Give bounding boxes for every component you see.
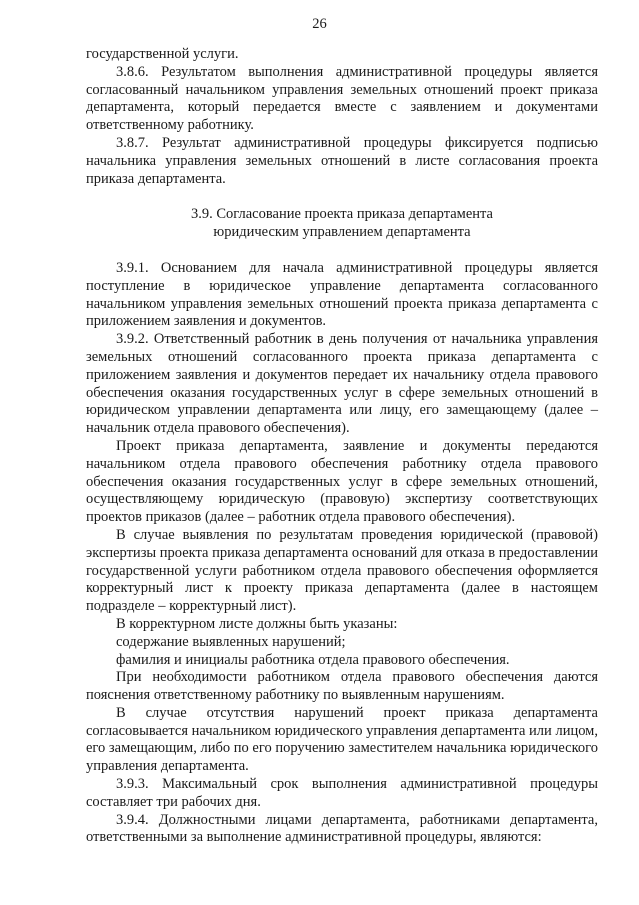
section-heading-3-9 [86,206,598,242]
section-heading-line-2: юридическим управлением департамента [213,224,471,241]
paragraph-no-violations: В случае отсутствия нарушений проект приказа департамента согласовывается начальником юридического управления департамента или лицом, его замещающим, либо по его поручению заместителем начальника юридического управления департамента. [86,704,598,775]
paragraph-3-8-7: 3.8.7. Результат административной процедуры фиксируется подписью начальника управления земельных отношений в листе согласования проекта приказа департамента. [86,134,598,187]
list-item-name-initials: фамилия и инициалы работника отдела правового обеспечения. [116,651,510,668]
document-body [86,46,598,847]
paragraph-3-9-1: 3.9.1. Основанием для начала административной процедуры является поступление в юридическое управление департамента согласованного начальником управления земельных отношений проекта приказа департамента с приложением заявления и документов. [86,259,598,330]
paragraph-3-8-6: 3.8.6. Результатом выполнения административной процедуры является согласованный начальником управления земельных отношений проект приказа департамента, который передается вместе с заявлением и документами ответственному работнику. [86,63,598,134]
paragraph-draft-transfer: Проект приказа департамента, заявление и документы передаются начальником отдела правового обеспечения работнику отдела правового обеспечения оказания государственных услуг в сфере земельных отношений, осуществляющему юридическую (правовую) экспертизу соответствующих проектов приказов (далее – работник отдела правового обеспечения). [86,437,598,526]
paragraph-correction-sheet: В случае выявления по результатам проведения юридической (правовой) экспертизы проекта приказа департамента оснований для отказа в предоставлении государственной услуги работником отдела правового обеспечения оформляется корректурный лист к проекту приказа департамента (далее в настоящем подразделе – корректурный лист). [86,526,598,615]
list-item-violations: содержание выявленных нарушений; [116,633,346,650]
paragraph-3-9-4: 3.9.4. Должностными лицами департамента, работниками департамента, ответственными за выполнение административной процедуры, являются: [86,811,598,846]
paragraph-continuation: государственной услуги. [86,46,239,62]
page-number: 26 [312,16,327,32]
paragraph-explanations: При необходимости работником отдела правового обеспечения даются пояснения ответственному работнику по выявленным нарушениям. [86,669,598,704]
paragraph-3-9-3: 3.9.3. Максимальный срок выполнения административной процедуры составляет три рабочих дня. [86,776,598,810]
paragraph-sheet-requirements: В корректурном листе должны быть указаны: [116,615,398,632]
section-heading-line-1: 3.9. Согласование проекта приказа департамента [191,206,493,223]
paragraph-3-9-2: 3.9.2. Ответственный работник в день получения от начальника управления земельных отношений согласованного проекта приказа департамента с приложением заявления и документов передает их начальнику отдела правового обеспечения оказания государственных услуг в сфере земельных отношений в юридическом управлении департамента или лицу, его замещающему (далее – начальник отдела правового обеспечения). [86,331,598,437]
